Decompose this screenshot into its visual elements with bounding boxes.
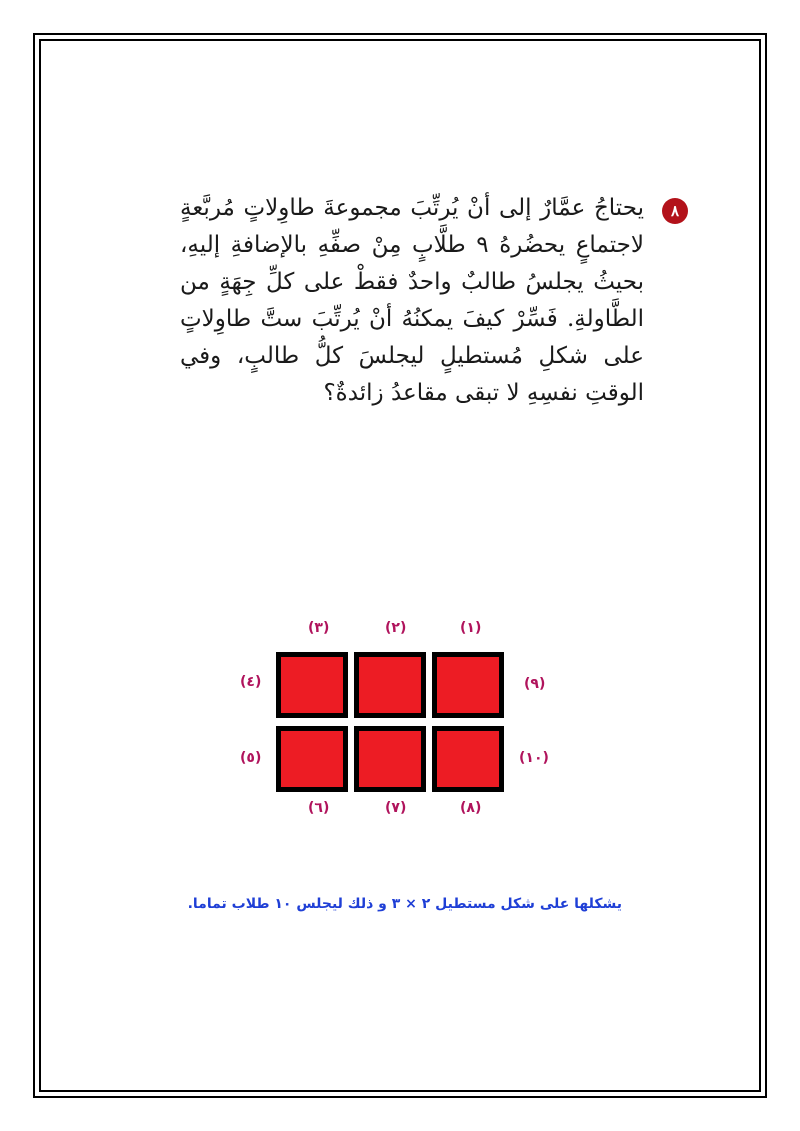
seat-label-4: (٤) [240, 674, 262, 690]
seat-label-9: (٩) [524, 676, 546, 692]
seat-label-10: (١٠) [519, 750, 549, 766]
seat-label-2: (٢) [385, 620, 407, 636]
seat-label-6: (٦) [308, 800, 330, 816]
problem-text: يحتاجُ عمَّارٌ إلى أنْ يُرتِّبَ مجموعةَ طاوِلاتٍ مُربَّعةٍ لاجتماعٍ يحضُرهُ ٩ طلَّابٍ مِنْ صفِّهِ بالإضافةِ إليهِ، بحيثُ يجلسُ طالبٌ واحدٌ فقطْ على كلِّ جِهَةٍ من الطَّاولةِ. فَسِّرْ كيفَ يمكنُهُ أنْ يُرتِّبَ ستَّ طاوِلاتٍ على شكلِ مُستطيلٍ ليجلسَ كلُّ طالبٍ، وفي الوقتِ نفسِهِ لا تبقى مقاعدُ زائدةٌ؟ [180, 195, 644, 406]
answer-text: يشكلها على شكل مستطيل ٢ × ٣ و ذلك ليجلس ١٠ طلاب تماما. [187, 896, 622, 912]
seat-label-3: (٣) [308, 620, 330, 636]
problem-block [180, 190, 688, 412]
seat-label-8: (٨) [460, 800, 482, 816]
problem-number-badge: ٨ [662, 198, 688, 224]
seat-label-7: (٧) [385, 800, 407, 816]
seat-label-5: (٥) [240, 750, 262, 766]
seat-label-1: (١) [460, 620, 482, 636]
